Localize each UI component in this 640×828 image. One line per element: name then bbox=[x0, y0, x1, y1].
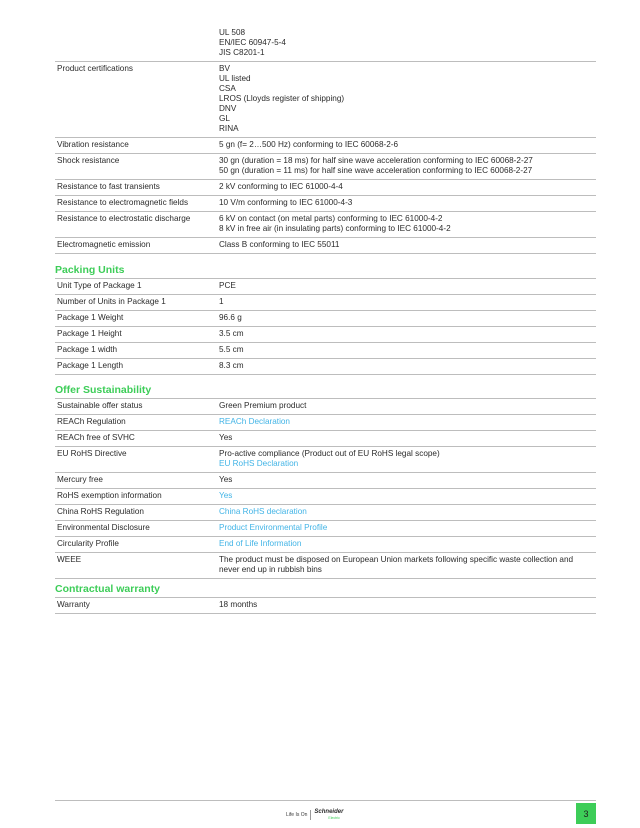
row-value bbox=[217, 489, 596, 505]
row-label: Environmental Disclosure bbox=[55, 521, 217, 537]
section-title: Packing Units bbox=[55, 264, 125, 276]
characteristics-section bbox=[55, 26, 596, 254]
value-line: The product must be disposed on European Union markets following specific waste collection and bbox=[219, 555, 574, 564]
row-label: RoHS exemption information bbox=[55, 489, 217, 505]
row-label: Package 1 width bbox=[55, 343, 217, 359]
value-line: Pro-active compliance (Product out of EU RoHS legal scope) bbox=[219, 449, 440, 458]
value-line: EN/IEC 60947-5-4 bbox=[219, 38, 286, 47]
table-row bbox=[55, 196, 596, 212]
row-label: REACh free of SVHC bbox=[55, 431, 217, 447]
value-line: 10 V/m conforming to IEC 61000-4-3 bbox=[219, 198, 353, 207]
value-line: RINA bbox=[219, 124, 239, 133]
contractual-warranty-section bbox=[55, 583, 596, 614]
rohs-exemption-link[interactable]: Yes bbox=[219, 491, 233, 500]
table-row bbox=[55, 180, 596, 196]
end-of-life-information-link[interactable]: End of Life Information bbox=[219, 539, 302, 548]
row-value bbox=[217, 521, 596, 537]
table-row bbox=[55, 598, 596, 614]
row-label: Number of Units in Package 1 bbox=[55, 295, 217, 311]
value-line: 30 gn (duration = 18 ms) for half sine wave acceleration conforming to IEC 60068-2-27 bbox=[219, 156, 533, 165]
row-label: Package 1 Height bbox=[55, 327, 217, 343]
table-row bbox=[55, 553, 596, 579]
table-row bbox=[55, 489, 596, 505]
row-value bbox=[217, 154, 596, 180]
row-value: PCE bbox=[217, 279, 596, 295]
section-title: Contractual warranty bbox=[55, 583, 161, 595]
row-value bbox=[217, 238, 596, 254]
row-value bbox=[217, 505, 596, 521]
row-label: Product certifications bbox=[55, 62, 217, 138]
footer-divider bbox=[55, 800, 596, 801]
row-label: Unit Type of Package 1 bbox=[55, 279, 217, 295]
eu-rohs-declaration-link[interactable]: EU RoHS Declaration bbox=[219, 459, 299, 468]
product-environmental-profile-link[interactable]: Product Environmental Profile bbox=[219, 523, 328, 532]
value-line: 5 gn (f= 2…500 Hz) conforming to IEC 60068-2-6 bbox=[219, 140, 399, 149]
table-row bbox=[55, 399, 596, 415]
value-line: never end up in rubbish bins bbox=[219, 565, 322, 574]
logo-separator bbox=[310, 810, 311, 820]
table-row bbox=[55, 295, 596, 311]
row-label: Mercury free bbox=[55, 473, 217, 489]
row-value bbox=[217, 212, 596, 238]
value-line: 8 kV in free air (in insulating parts) conforming to IEC 61000-4-2 bbox=[219, 224, 451, 233]
table-row bbox=[55, 154, 596, 180]
row-label: REACh Regulation bbox=[55, 415, 217, 431]
table-row bbox=[55, 415, 596, 431]
brand-name: Schneider bbox=[314, 809, 344, 815]
table-row bbox=[55, 311, 596, 327]
table-row bbox=[55, 359, 596, 375]
row-value: 3.5 cm bbox=[217, 327, 596, 343]
row-value: 18 months bbox=[217, 598, 596, 614]
value-line: 2 kV conforming to IEC 61000-4-4 bbox=[219, 182, 343, 191]
value-line: JIS C8201-1 bbox=[219, 48, 265, 57]
brand-tagline: Life Is On bbox=[286, 812, 308, 818]
row-value: Yes bbox=[217, 473, 596, 489]
row-value bbox=[217, 26, 596, 62]
table-row bbox=[55, 431, 596, 447]
packing-units-table bbox=[55, 278, 596, 375]
value-line: BV bbox=[219, 64, 230, 73]
value-line: 50 gn (duration = 11 ms) for half sine wave acceleration conforming to IEC 60068-2-27 bbox=[219, 166, 533, 175]
value-line: LROS (Lloyds register of shipping) bbox=[219, 94, 345, 103]
table-row bbox=[55, 327, 596, 343]
page-number: 3 bbox=[576, 803, 596, 824]
value-line: CSA bbox=[219, 84, 236, 93]
table-row bbox=[55, 62, 596, 138]
contractual-warranty-table bbox=[55, 597, 596, 614]
row-label: WEEE bbox=[55, 553, 217, 579]
row-label: EU RoHS Directive bbox=[55, 447, 217, 473]
brand-sub: Electric bbox=[328, 816, 340, 820]
value-line: UL listed bbox=[219, 74, 251, 83]
packing-units-section bbox=[55, 264, 596, 375]
row-label: Vibration resistance bbox=[55, 138, 217, 154]
row-label bbox=[55, 26, 217, 62]
table-row bbox=[55, 26, 596, 62]
characteristics-table bbox=[55, 26, 596, 254]
table-row bbox=[55, 505, 596, 521]
value-line: 6 kV on contact (on metal parts) conforming to IEC 61000-4-2 bbox=[219, 214, 443, 223]
row-value: 8.3 cm bbox=[217, 359, 596, 375]
table-row bbox=[55, 279, 596, 295]
offer-sustainability-table bbox=[55, 398, 596, 579]
schneider-logo bbox=[286, 809, 343, 821]
value-line: DNV bbox=[219, 104, 237, 113]
value-line: UL 508 bbox=[219, 28, 246, 37]
table-row bbox=[55, 343, 596, 359]
value-line: GL bbox=[219, 114, 230, 123]
row-label: Sustainable offer status bbox=[55, 399, 217, 415]
row-label: Shock resistance bbox=[55, 154, 217, 180]
section-title: Offer Sustainability bbox=[55, 384, 152, 396]
brand-wordmark bbox=[314, 809, 343, 821]
row-label: Warranty bbox=[55, 598, 217, 614]
table-row bbox=[55, 138, 596, 154]
reach-declaration-link[interactable]: REACh Declaration bbox=[219, 417, 290, 426]
row-value bbox=[217, 196, 596, 212]
table-row bbox=[55, 521, 596, 537]
row-value bbox=[217, 553, 596, 579]
row-label: Package 1 Length bbox=[55, 359, 217, 375]
row-label: China RoHS Regulation bbox=[55, 505, 217, 521]
table-row bbox=[55, 238, 596, 254]
row-label: Electromagnetic emission bbox=[55, 238, 217, 254]
row-value bbox=[217, 415, 596, 431]
row-value: Green Premium product bbox=[217, 399, 596, 415]
offer-sustainability-section bbox=[55, 384, 596, 579]
china-rohs-declaration-link[interactable]: China RoHS declaration bbox=[219, 507, 307, 516]
row-value bbox=[217, 537, 596, 553]
row-value bbox=[217, 447, 596, 473]
row-value bbox=[217, 62, 596, 138]
table-row bbox=[55, 447, 596, 473]
row-value: 96.6 g bbox=[217, 311, 596, 327]
row-label: Package 1 Weight bbox=[55, 311, 217, 327]
table-row bbox=[55, 537, 596, 553]
row-value: Yes bbox=[217, 431, 596, 447]
row-value: 1 bbox=[217, 295, 596, 311]
table-row bbox=[55, 212, 596, 238]
row-label: Resistance to electrostatic discharge bbox=[55, 212, 217, 238]
row-label: Resistance to electromagnetic fields bbox=[55, 196, 217, 212]
row-label: Resistance to fast transients bbox=[55, 180, 217, 196]
row-value bbox=[217, 180, 596, 196]
value-line: Class B conforming to IEC 55011 bbox=[219, 240, 340, 249]
row-value bbox=[217, 138, 596, 154]
row-label: Circularity Profile bbox=[55, 537, 217, 553]
row-value: 5.5 cm bbox=[217, 343, 596, 359]
table-row bbox=[55, 473, 596, 489]
